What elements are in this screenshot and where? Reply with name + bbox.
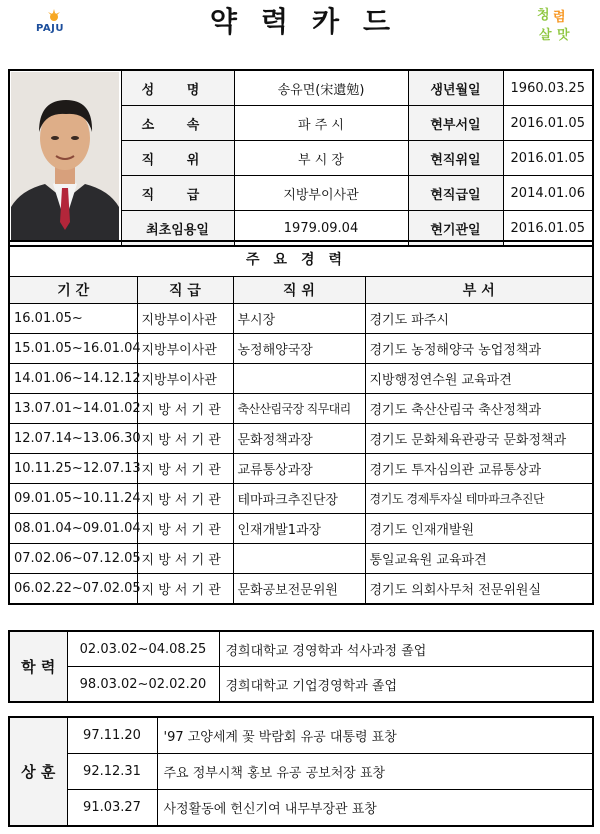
position-date-value: 2016.01.05 [503, 141, 593, 176]
position-cell: 인재개발1과장 [233, 514, 365, 544]
table-row [9, 754, 593, 790]
period-cell: 02.03.02~04.08.25 [67, 631, 219, 667]
dept-cell: 경기도 투자심의관 교류통상과 [365, 454, 593, 484]
period-cell: 98.03.02~02.02.20 [67, 667, 219, 703]
dept-cell: 경기도 경제투자실 테마파크추진단 [365, 484, 593, 514]
table-row [9, 717, 593, 754]
period-cell: 15.01.05~16.01.04 [9, 334, 137, 364]
date-cell: 92.12.31 [67, 754, 157, 790]
dept-cell: 경기도 축산산림국 축산정책과 [365, 394, 593, 424]
grade-cell: 지방부이사관 [137, 334, 233, 364]
dept-cell: 경기도 파주시 [365, 304, 593, 334]
position-cell: 농정해양국장 [233, 334, 365, 364]
logo-char: 청 [537, 8, 550, 23]
table-row [9, 574, 593, 605]
education-cell: 경희대학교 경영학과 석사과정 졸업 [219, 631, 593, 667]
first-appointment-label: 최초임용일 [121, 211, 234, 247]
grade-cell: 지 방 서 기 관 [137, 574, 233, 605]
grade-cell: 지방부이사관 [137, 304, 233, 334]
period-cell: 08.01.04~09.01.04 [9, 514, 137, 544]
position-cell: 문화정책과장 [233, 424, 365, 454]
birthdate-value: 1960.03.25 [503, 70, 593, 106]
table-row [9, 514, 593, 544]
grade-cell: 지 방 서 기 관 [137, 544, 233, 574]
education-label: 학 력 [9, 631, 67, 702]
person-portrait-icon [11, 72, 119, 240]
column-header: 직 위 [233, 277, 365, 304]
career-title-row [9, 241, 593, 277]
career-table [8, 240, 594, 605]
position-cell [233, 544, 365, 574]
period-cell: 16.01.05~ [9, 304, 137, 334]
agency-date-label: 현기관일 [408, 211, 503, 247]
position-label: 직 위 [121, 141, 234, 176]
dept-date-label: 현부서일 [408, 106, 503, 141]
position-date-label: 현직위일 [408, 141, 503, 176]
table-row [9, 631, 593, 667]
table-row [9, 454, 593, 484]
logo-char: 렴 [553, 10, 566, 25]
table-row [9, 790, 593, 827]
affiliation-value: 파 주 시 [234, 106, 408, 141]
table-row [9, 394, 593, 424]
cheongryeom-logo [535, 4, 581, 42]
award-cell: 사정활동에 헌신기여 내무부장관 표창 [157, 790, 593, 827]
dept-cell: 경기도 인재개발원 [365, 514, 593, 544]
profile-row [9, 70, 593, 106]
grade-cell: 지 방 서 기 관 [137, 454, 233, 484]
position-cell: 축산산림국장 직무대리 [233, 394, 365, 424]
dept-cell: 경기도 농정해양국 농업정책과 [365, 334, 593, 364]
grade-cell: 지 방 서 기 관 [137, 484, 233, 514]
page-title: 약력카드 [209, 5, 415, 38]
table-row [9, 544, 593, 574]
awards-label: 상 훈 [9, 717, 67, 826]
grade-cell: 지 방 서 기 관 [137, 394, 233, 424]
career-title: 주요경력 [9, 241, 593, 277]
portrait-photo [9, 70, 121, 246]
position-cell [233, 364, 365, 394]
name-value: 송유면(宋遺勉) [234, 70, 408, 106]
table-row [9, 424, 593, 454]
position-cell: 부시장 [233, 304, 365, 334]
position-cell: 문화공보전문위원 [233, 574, 365, 605]
column-header: 부 서 [365, 277, 593, 304]
education-table [8, 630, 594, 703]
dept-date-value: 2016.01.05 [503, 106, 593, 141]
awards-table [8, 716, 594, 827]
date-cell: 91.03.27 [67, 790, 157, 827]
dept-cell: 경기도 의회사무처 전문위원실 [365, 574, 593, 605]
table-row [9, 667, 593, 703]
award-cell: 주요 정부시책 홍보 유공 공보처장 표창 [157, 754, 593, 790]
column-header: 기 간 [9, 277, 137, 304]
grade-value: 지방부이사관 [234, 176, 408, 211]
logo-char: 살 [539, 28, 552, 43]
agency-date-value: 2016.01.05 [503, 211, 593, 247]
table-row [9, 484, 593, 514]
name-label: 성 명 [121, 70, 234, 106]
dept-cell: 경기도 문화체육관광국 문화정책과 [365, 424, 593, 454]
first-appointment-value: 1979.09.04 [234, 211, 408, 247]
birthdate-label: 생년월일 [408, 70, 503, 106]
table-row [9, 304, 593, 334]
education-cell: 경희대학교 기업경영학과 졸업 [219, 667, 593, 703]
dept-cell: 통일교육원 교육파견 [365, 544, 593, 574]
period-cell: 13.07.01~14.01.02 [9, 394, 137, 424]
position-value: 부 시 장 [234, 141, 408, 176]
grade-date-value: 2014.01.06 [503, 176, 593, 211]
paju-logo-text: PAJU [36, 23, 64, 34]
affiliation-label: 소 속 [121, 106, 234, 141]
date-cell: 97.11.20 [67, 717, 157, 754]
period-cell: 06.02.22~07.02.05 [9, 574, 137, 605]
period-cell: 09.01.05~10.11.24 [9, 484, 137, 514]
grade-cell: 지방부이사관 [137, 364, 233, 394]
dept-cell: 지방행정연수원 교육파견 [365, 364, 593, 394]
profile-table [8, 69, 594, 247]
period-cell: 12.07.14~13.06.30 [9, 424, 137, 454]
grade-cell: 지 방 서 기 관 [137, 424, 233, 454]
grade-label: 직 급 [121, 176, 234, 211]
grade-cell: 지 방 서 기 관 [137, 514, 233, 544]
period-cell: 07.02.06~07.12.05 [9, 544, 137, 574]
position-cell: 교류통상과장 [233, 454, 365, 484]
column-header: 직 급 [137, 277, 233, 304]
grade-date-label: 현직급일 [408, 176, 503, 211]
logo-char: 맛 [557, 28, 570, 43]
table-row [9, 334, 593, 364]
position-cell: 테마파크추진단장 [233, 484, 365, 514]
period-cell: 10.11.25~12.07.13 [9, 454, 137, 484]
period-cell: 14.01.06~14.12.12 [9, 364, 137, 394]
career-header-row [9, 277, 593, 304]
table-row [9, 364, 593, 394]
award-cell: '97 고양세계 꽃 박람회 유공 대통령 표창 [157, 717, 593, 754]
